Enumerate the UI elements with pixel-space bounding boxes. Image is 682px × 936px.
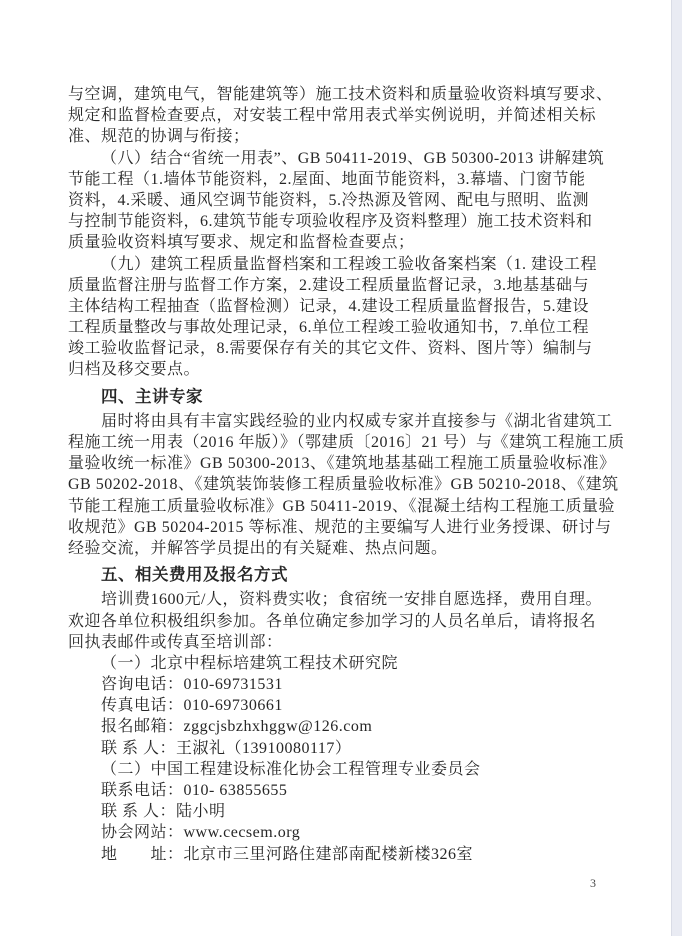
text-line: 培训费1600元/人，资料费实收；食宿统一安排自愿选择，费用自理。 xyxy=(101,591,602,609)
text-line: 准、规范的协调与衔接； xyxy=(68,128,250,146)
text-line: 欢迎各单位积极组织参加。各单位确定参加学习的人员名单后，请将报名 xyxy=(68,612,597,630)
text-line: GB 50202-2018、《建筑装饰装修工程质量验收标准》GB 50210-2018、《建筑 xyxy=(68,476,619,494)
text-line: 协会网站：www.cecsem.org xyxy=(101,824,301,842)
section-heading: 五、相关费用及报名方式 xyxy=(101,565,288,585)
text-line: 届时将由具有丰富实践经验的业内权威专家并直接参与《湖北省建筑工 xyxy=(101,412,613,430)
text-line: 质量验收资料填写要求、规定和监督检查要点； xyxy=(68,234,415,252)
text-line: 联系电话：010- 63855655 xyxy=(101,782,288,799)
text-line: 与控制节能资料，6.建筑节能专项验收程序及资料整理）施工技术资料和 xyxy=(68,213,593,231)
page-number: 3 xyxy=(590,876,596,890)
text-line: （八）结合“省统一用表”、GB 50411-2019、GB 50300-2013 讲解建筑 xyxy=(101,149,605,167)
text-line: 资料，4.采暖、通风空调节能资料，5.冷热源及管网、配电与照明、监测 xyxy=(68,191,590,209)
text-line: 传真电话：010-69730661 xyxy=(101,697,283,715)
text-line: 地 址：北京市三里河路住建部南配楼新楼326室 xyxy=(101,845,474,863)
text-line: 竣工验收监督记录，8.需要保存有关的其它文件、资料、图片等）编制与 xyxy=(68,340,593,358)
text-line: 咨询电话：010-69731531 xyxy=(101,676,283,694)
viewer-edge-band xyxy=(671,0,682,936)
text-line: （二）中国工程建设标准化协会工程管理专业委员会 xyxy=(101,760,481,778)
text-line: 质量监督注册与监督工作方案，2.建设工程质量监督记录，3.地基基础与 xyxy=(68,276,590,294)
text-line: 工程质量整改与事故处理记录，6.单位工程竣工验收通知书，7.单位工程 xyxy=(68,319,590,337)
text-line: 回执表邮件或传真至培训部： xyxy=(68,633,283,651)
text-line: 规定和监督检查要点，对安装工程中常用表式举实例说明，并简述相关标 xyxy=(68,107,597,125)
text-line: 节能工程（1.墙体节能资料，2.屋面、地面节能资料，3.幕墙、门窗节能 xyxy=(68,170,586,188)
text-line: 主体结构工程抽查（监督检测）记录，4.建设工程质量监督报告，5.建设 xyxy=(68,297,590,315)
document-text-block xyxy=(68,84,648,865)
text-line: 联 系 人：陆小明 xyxy=(101,803,226,821)
text-line: 与空调，建筑电气，智能建筑等）施工技术资料和质量验收资料填写要求、 xyxy=(68,86,613,103)
text-line: 收规范》GB 50204-2015 等标准、规范的主要编写人进行业务授课、研讨与 xyxy=(68,518,612,536)
section-heading: 四、主讲专家 xyxy=(101,386,203,406)
text-line: 经验交流，并解答学员提出的有关疑难、热点问题。 xyxy=(68,539,448,557)
text-line: 归档及移交要点。 xyxy=(68,361,201,379)
text-line: 联 系 人：王淑礼（13910080117） xyxy=(101,739,352,757)
text-line: 量验收统一标准》GB 50300-2013、《建筑地基基础工程施工质量验收标准》 xyxy=(68,455,616,473)
text-line: （九）建筑工程质量监督档案和工程竣工验收备案档案（1. 建设工程 xyxy=(101,255,598,273)
text-line: （一）北京中程标培建筑工程技术研究院 xyxy=(101,654,399,672)
text-line: 报名邮箱：zggcjsbzhxhggw@126.com xyxy=(101,718,373,736)
text-line: 程施工统一用表（2016 年版）》（鄂建质〔2016〕21 号）与《建筑工程施工质 xyxy=(68,434,625,451)
text-line: 节能工程施工质量验收标准》GB 50411-2019、《混凝土结构工程施工质量验 xyxy=(68,497,615,515)
